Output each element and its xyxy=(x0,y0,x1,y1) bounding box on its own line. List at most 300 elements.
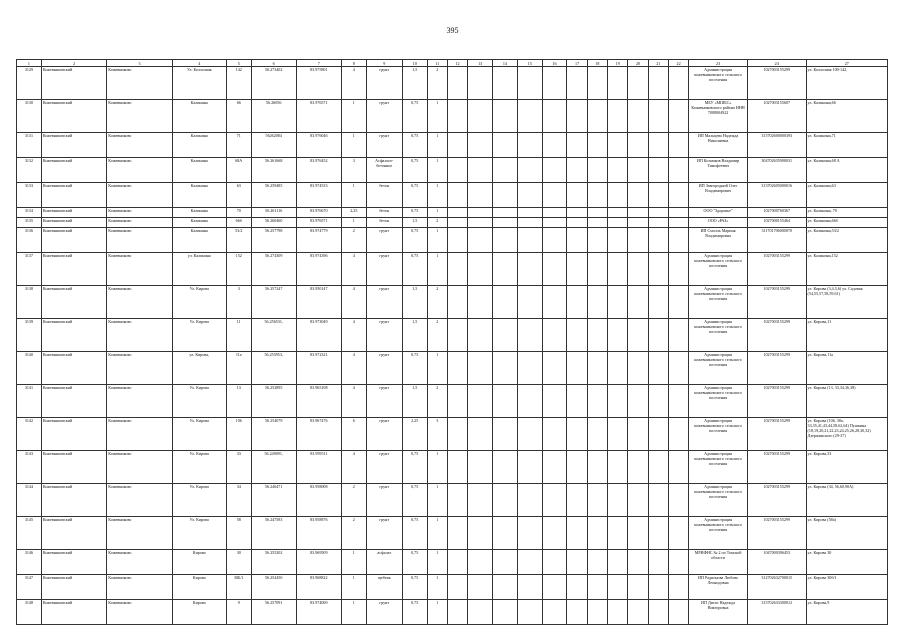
cell-empty xyxy=(608,183,628,208)
cell-address: ул. Калинина,71 xyxy=(806,133,887,158)
cell-district: Кожевниковский xyxy=(41,385,106,418)
cell-empty xyxy=(668,319,688,352)
cell-empty xyxy=(628,228,648,253)
column-number: 9 xyxy=(366,60,402,67)
cell-settlement: Кожевниково xyxy=(107,418,172,451)
cell-empty xyxy=(587,451,607,484)
cell-empty xyxy=(567,253,587,286)
cell-empty xyxy=(648,67,668,100)
cell-empty xyxy=(542,183,567,208)
cell-area: 0,75 xyxy=(402,550,427,575)
cell-empty xyxy=(447,575,467,600)
cell-street: Калинина xyxy=(172,208,226,218)
cell-street: Ул. Кирова xyxy=(172,286,226,319)
cell-ogrn: 1027003155299 xyxy=(747,418,806,451)
cell-empty xyxy=(447,517,467,550)
cell-area: 0,75 xyxy=(402,451,427,484)
cell-settlement: Кожевниково xyxy=(107,550,172,575)
cell-house: 142 xyxy=(226,67,251,100)
cell-count: 4 xyxy=(341,451,366,484)
column-number: 20 xyxy=(628,60,648,67)
cell-empty xyxy=(668,228,688,253)
cell-empty xyxy=(517,385,542,418)
cell-empty xyxy=(468,286,493,319)
cell-ogrn: 1027003155299 xyxy=(747,286,806,319)
cell-no: 3148 xyxy=(17,600,42,625)
cell-ogrn: 1027003155299 xyxy=(747,352,806,385)
column-number: 8 xyxy=(341,60,366,67)
cell-district: Кожевниковский xyxy=(41,100,106,133)
table-row xyxy=(17,253,888,286)
cell-cover: грунт xyxy=(366,100,402,133)
cell-empty xyxy=(493,517,518,550)
cell-cont: 1 xyxy=(427,158,447,183)
cell-empty xyxy=(542,218,567,228)
cell-no: 3140 xyxy=(17,352,42,385)
cell-lat: 56.249091, xyxy=(251,451,296,484)
cell-empty xyxy=(517,67,542,100)
cell-address: ул. Калинина, 70 xyxy=(806,208,887,218)
cell-settlement: Кожевниково xyxy=(107,228,172,253)
table-row xyxy=(17,418,888,451)
cell-empty xyxy=(668,133,688,158)
cell-count: 2 xyxy=(341,484,366,517)
cell-address: ул. Кирова 30 xyxy=(806,550,887,575)
cell-empty xyxy=(567,484,587,517)
cell-empty xyxy=(542,550,567,575)
table-row xyxy=(17,385,888,418)
cell-area: 1,5 xyxy=(402,319,427,352)
cell-empty xyxy=(468,451,493,484)
cell-house: 34 xyxy=(226,484,251,517)
cell-settlement: Кожевниково xyxy=(107,183,172,208)
cell-empty xyxy=(517,451,542,484)
cell-cover: бетон xyxy=(366,183,402,208)
cell-lon: 83.975801 xyxy=(296,67,341,100)
cell-no: 3134 xyxy=(17,208,42,218)
cell-cont: 1 xyxy=(427,517,447,550)
cell-empty xyxy=(587,484,607,517)
cell-address: ул. Кирова (34, 56,60,90А) xyxy=(806,484,887,517)
cell-cont: 1 xyxy=(427,550,447,575)
cell-empty xyxy=(468,100,493,133)
cell-cover: бетон xyxy=(366,208,402,218)
cell-owner: ИП Завгородний Олег Владимирович xyxy=(689,183,748,208)
cell-empty xyxy=(517,208,542,218)
cell-empty xyxy=(447,67,467,100)
cell-ogrn: 1027003155607 xyxy=(747,100,806,133)
cell-empty xyxy=(668,352,688,385)
cell-empty xyxy=(567,228,587,253)
cell-no: 3137 xyxy=(17,253,42,286)
cell-house: 33 xyxy=(226,451,251,484)
cell-cover: грунт xyxy=(366,484,402,517)
cell-empty xyxy=(587,575,607,600)
cell-empty xyxy=(493,208,518,218)
cell-lon: 83.972321 xyxy=(296,352,341,385)
cell-empty xyxy=(668,484,688,517)
cell-lon: 83.965108 xyxy=(296,385,341,418)
cell-empty xyxy=(468,550,493,575)
cell-owner: ООО "Здоровье" xyxy=(689,208,748,218)
cell-lat: 56.26056 xyxy=(251,100,296,133)
cell-area: 0,75 xyxy=(402,100,427,133)
cell-empty xyxy=(493,550,518,575)
cell-count: 1 xyxy=(341,575,366,600)
cell-empty xyxy=(608,133,628,158)
cell-empty xyxy=(628,319,648,352)
cell-area: 0,75 xyxy=(402,133,427,158)
cell-empty xyxy=(447,286,467,319)
cell-area: 0,75 xyxy=(402,575,427,600)
cell-count: 2,25 xyxy=(341,208,366,218)
cell-house: 152 xyxy=(226,253,251,286)
table-row xyxy=(17,158,888,183)
cell-lon: 83.967476 xyxy=(296,418,341,451)
cell-empty xyxy=(608,517,628,550)
cell-count: 4 xyxy=(341,253,366,286)
cell-district: Кожевниковский xyxy=(41,218,106,228)
cell-empty xyxy=(668,418,688,451)
cell-empty xyxy=(542,319,567,352)
cell-lat: 56.261668 xyxy=(251,158,296,183)
cell-lon: 83.958008 xyxy=(296,484,341,517)
cell-cont: 1 xyxy=(427,451,447,484)
cell-owner: ИП Мальцева Надежда Николаевна xyxy=(689,133,748,158)
cell-empty xyxy=(468,218,493,228)
cell-empty xyxy=(628,133,648,158)
cell-empty xyxy=(517,218,542,228)
cell-empty xyxy=(648,484,668,517)
cell-cover: грунт xyxy=(366,319,402,352)
cell-empty xyxy=(447,418,467,451)
cell-no: 3130 xyxy=(17,100,42,133)
cell-cont: 2 xyxy=(427,286,447,319)
cell-empty xyxy=(447,600,467,625)
cell-house: 53/2 xyxy=(226,228,251,253)
cell-lon: 83.976452 xyxy=(296,158,341,183)
cell-no: 3138 xyxy=(17,286,42,319)
cell-empty xyxy=(493,418,518,451)
cell-count: 1 xyxy=(341,218,366,228)
table-row xyxy=(17,218,888,228)
cell-empty xyxy=(468,517,493,550)
cell-empty xyxy=(587,208,607,218)
cell-cont: 1 xyxy=(427,575,447,600)
cell-settlement: Кожевниково xyxy=(107,158,172,183)
cell-empty xyxy=(668,550,688,575)
cell-empty xyxy=(648,319,668,352)
cell-address: ул. Кирова 30б/1 xyxy=(806,575,887,600)
cell-street: Калинина xyxy=(172,133,226,158)
column-number: 2 xyxy=(41,60,106,67)
cell-empty xyxy=(668,158,688,183)
cell-empty xyxy=(542,418,567,451)
cell-no: 3146 xyxy=(17,550,42,575)
cell-address: ул. Калинина,66б xyxy=(806,218,887,228)
cell-area: 0,75 xyxy=(402,228,427,253)
cell-empty xyxy=(468,253,493,286)
cell-street: Кирова xyxy=(172,600,226,625)
cell-address: ул. Калинина,53/2 xyxy=(806,228,887,253)
cell-district: Кожевниковский xyxy=(41,517,106,550)
cell-empty xyxy=(628,208,648,218)
cell-count: 1 xyxy=(341,183,366,208)
cell-count: 3 xyxy=(341,158,366,183)
cell-address: ул. Кирова (3,4,5,6) ул. Садовая (54,55,57,58,59,61) xyxy=(806,286,887,319)
cell-empty xyxy=(628,385,648,418)
cell-settlement: Кожевниково xyxy=(107,218,172,228)
cell-house: 30Б/1 xyxy=(226,575,251,600)
cell-count: 4 xyxy=(341,385,366,418)
cell-empty xyxy=(493,100,518,133)
column-number: 14 xyxy=(493,60,518,67)
cell-house: 13 xyxy=(226,385,251,418)
cell-ogrn: 304702635900031 xyxy=(747,158,806,183)
cell-area: 2,25 xyxy=(402,418,427,451)
cell-no: 3135 xyxy=(17,218,42,228)
cell-cont: 1 xyxy=(427,100,447,133)
cell-empty xyxy=(668,208,688,218)
cell-empty xyxy=(648,158,668,183)
column-number: 11 xyxy=(427,60,447,67)
page-number: 395 xyxy=(446,26,459,35)
cell-cover: щебень xyxy=(366,575,402,600)
cell-count: 4 xyxy=(341,352,366,385)
cell-address: ул. Кирова,11 xyxy=(806,319,887,352)
cell-empty xyxy=(468,352,493,385)
cell-district: Кожевниковский xyxy=(41,451,106,484)
cell-cont: 2 xyxy=(427,319,447,352)
cell-cont: 1 xyxy=(427,183,447,208)
cell-empty xyxy=(567,550,587,575)
cell-no: 3139 xyxy=(17,319,42,352)
cell-owner: Администрация кожевниковского сельского поселения xyxy=(689,451,748,484)
cell-empty xyxy=(517,133,542,158)
cell-count: 4 xyxy=(341,286,366,319)
cell-empty xyxy=(587,228,607,253)
cell-settlement: Кожевниково xyxy=(107,100,172,133)
cell-empty xyxy=(493,218,518,228)
cell-cover: грунт xyxy=(366,600,402,625)
cell-empty xyxy=(493,600,518,625)
cell-district: Кожевниковский xyxy=(41,550,106,575)
cell-cont: 1 xyxy=(427,133,447,158)
cell-empty xyxy=(628,183,648,208)
cell-cont: 2 xyxy=(427,218,447,228)
cell-empty xyxy=(493,352,518,385)
cell-empty xyxy=(517,253,542,286)
cell-empty xyxy=(493,319,518,352)
cell-empty xyxy=(567,67,587,100)
cell-area: 0,75 xyxy=(402,183,427,208)
cell-empty xyxy=(668,183,688,208)
column-number: 23 xyxy=(689,60,748,67)
cell-cover: грунт xyxy=(366,451,402,484)
cell-address: ул. Кирова (13, 33,34,36,38) xyxy=(806,385,887,418)
cell-empty xyxy=(567,575,587,600)
cell-no: 3141 xyxy=(17,385,42,418)
cell-address: ул. Колхозная 100-142, xyxy=(806,67,887,100)
cell-ogrn: 1027000155464 xyxy=(747,218,806,228)
cell-cont: 2 xyxy=(427,67,447,100)
cell-empty xyxy=(608,100,628,133)
cell-no: 3133 xyxy=(17,183,42,208)
cell-street: Калинина xyxy=(172,183,226,208)
cell-cover: грунт xyxy=(366,352,402,385)
cell-settlement: Кожевниково xyxy=(107,575,172,600)
cell-empty xyxy=(608,575,628,600)
column-number: 5 xyxy=(226,60,251,67)
cell-no: 3129 xyxy=(17,67,42,100)
table-row xyxy=(17,517,888,550)
cell-empty xyxy=(608,67,628,100)
cell-count: 4 xyxy=(341,319,366,352)
cell-owner: ИП Смолль Мариня Владимировна xyxy=(689,228,748,253)
cell-no: 3147 xyxy=(17,575,42,600)
cell-settlement: Кожевниково xyxy=(107,352,172,385)
cell-owner: Администрация кожевниковского сельского поселения xyxy=(689,385,748,418)
table-row xyxy=(17,183,888,208)
column-number: 27 xyxy=(806,60,887,67)
cell-empty xyxy=(493,253,518,286)
cell-ogrn: 1027003155299 xyxy=(747,385,806,418)
cell-district: Кожевниковский xyxy=(41,352,106,385)
cell-empty xyxy=(608,218,628,228)
cell-empty xyxy=(587,550,607,575)
cell-empty xyxy=(447,228,467,253)
cell-empty xyxy=(542,253,567,286)
cell-district: Кожевниковский xyxy=(41,228,106,253)
cell-no: 3132 xyxy=(17,158,42,183)
cell-empty xyxy=(648,451,668,484)
cell-empty xyxy=(628,253,648,286)
table-row xyxy=(17,484,888,517)
cell-ogrn: 1047000396453 xyxy=(747,550,806,575)
cell-street: ул. Калинина xyxy=(172,253,226,286)
cell-empty xyxy=(567,218,587,228)
cell-empty xyxy=(587,352,607,385)
cell-empty xyxy=(628,352,648,385)
cell-lat: 56.246471 xyxy=(251,484,296,517)
cell-empty xyxy=(468,600,493,625)
cell-house: 11а xyxy=(226,352,251,385)
cell-street: Ул. Кирова xyxy=(172,484,226,517)
cell-empty xyxy=(468,484,493,517)
cell-count: 1 xyxy=(341,100,366,133)
cell-count: 1 xyxy=(341,600,366,625)
cell-empty xyxy=(668,286,688,319)
cell-empty xyxy=(567,133,587,158)
column-number: 13 xyxy=(468,60,493,67)
cell-cont: 3 xyxy=(427,418,447,451)
cell-empty xyxy=(608,253,628,286)
column-number: 3 xyxy=(107,60,172,67)
cell-ogrn: 1027003155299 xyxy=(747,319,806,352)
cell-ogrn: 313702605000016 xyxy=(747,183,806,208)
cell-empty xyxy=(648,385,668,418)
cell-empty xyxy=(648,228,668,253)
cell-cover: бетон xyxy=(366,218,402,228)
cell-no: 3144 xyxy=(17,484,42,517)
column-number: 24 xyxy=(747,60,806,67)
column-number: 18 xyxy=(587,60,607,67)
cell-settlement: Кожевниково xyxy=(107,133,172,158)
cell-area: 1,5 xyxy=(402,385,427,418)
cell-empty xyxy=(542,67,567,100)
cell-empty xyxy=(587,67,607,100)
cell-empty xyxy=(542,600,567,625)
column-number: 7 xyxy=(296,60,341,67)
cell-empty xyxy=(668,451,688,484)
cell-no: 3143 xyxy=(17,451,42,484)
cell-owner: МБУ «МШБС» Кожевниковского района ИНН 7008004922 xyxy=(689,100,748,133)
cell-empty xyxy=(493,158,518,183)
cell-address: ул. Кирова,9 xyxy=(806,600,887,625)
cell-house: 9 xyxy=(226,600,251,625)
cell-lon: 83.974069 xyxy=(296,600,341,625)
cell-owner: ИП Радионова Любовь Леонидовна xyxy=(689,575,748,600)
cell-empty xyxy=(447,133,467,158)
cell-empty xyxy=(608,451,628,484)
cell-owner: ИП Колмаков Владимир Тимофеевич xyxy=(689,158,748,183)
cell-empty xyxy=(542,208,567,218)
cell-district: Кожевниковский xyxy=(41,286,106,319)
cell-lon: 83.958876 xyxy=(296,517,341,550)
cell-lon: 83.974396 xyxy=(296,253,341,286)
cell-empty xyxy=(447,352,467,385)
cell-house: 30 xyxy=(226,550,251,575)
cell-empty xyxy=(608,319,628,352)
cell-empty xyxy=(447,208,467,218)
cell-empty xyxy=(542,575,567,600)
cell-empty xyxy=(517,286,542,319)
cell-empty xyxy=(628,218,648,228)
cell-count: 2 xyxy=(341,517,366,550)
cell-empty xyxy=(648,133,668,158)
cell-empty xyxy=(587,218,607,228)
cell-house: 66б xyxy=(226,218,251,228)
cell-empty xyxy=(648,100,668,133)
cell-empty xyxy=(648,600,668,625)
cell-lat: 56.257798 xyxy=(251,228,296,253)
cell-empty xyxy=(628,286,648,319)
table-row xyxy=(17,286,888,319)
cell-empty xyxy=(668,67,688,100)
cell-cover: грунт xyxy=(366,286,402,319)
cell-empty xyxy=(468,183,493,208)
cell-ogrn: 1027003155299 xyxy=(747,67,806,100)
table-row xyxy=(17,228,888,253)
cell-empty xyxy=(542,286,567,319)
column-number: 6 xyxy=(251,60,296,67)
cell-empty xyxy=(493,575,518,600)
cell-cover: грунт xyxy=(366,133,402,158)
cell-address: ул. Калинина,66 xyxy=(806,100,887,133)
cell-empty xyxy=(628,600,648,625)
cell-area: 0,75 xyxy=(402,484,427,517)
cell-owner: Администрация кожевниковского сельского поселения xyxy=(689,484,748,517)
cell-lat: 56.260460 xyxy=(251,218,296,228)
cell-street: Калинина xyxy=(172,218,226,228)
cell-empty xyxy=(648,218,668,228)
cell-owner: Администрация кожевниковского сельского поселения xyxy=(689,286,748,319)
cell-empty xyxy=(648,183,668,208)
cell-empty xyxy=(493,484,518,517)
cell-owner: МРИФНС № 2 по Томской области xyxy=(689,550,748,575)
cell-lat: 56.259485 xyxy=(251,183,296,208)
cell-empty xyxy=(648,352,668,385)
